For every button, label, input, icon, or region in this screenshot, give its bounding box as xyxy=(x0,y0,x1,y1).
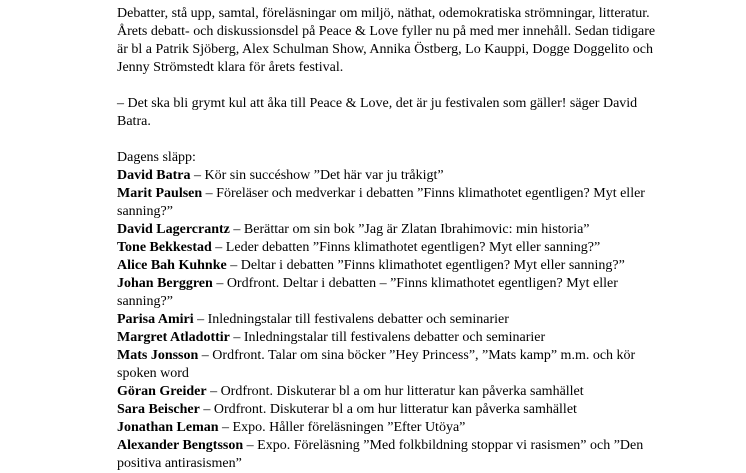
person-description: – Ordfront. Talar om sina böcker ”Hey Princess”, ”Mats kamp” m.m. och kör spoken word xyxy=(117,348,636,381)
release-list xyxy=(117,167,657,473)
person-name: Jonathan Leman xyxy=(117,420,219,435)
list-item xyxy=(117,311,657,329)
person-description: – Ordfront. Deltar i debatten – ”Finns klimathotet egentligen? Myt eller sanning?” xyxy=(117,276,618,309)
person-description: – Inledningstalar till festivalens debatter och seminarier xyxy=(193,312,509,327)
person-description: – Kör sin succéshow ”Det här var ju tråkigt” xyxy=(190,168,444,183)
list-item xyxy=(117,437,657,473)
person-name: Sara Beischer xyxy=(117,402,200,417)
list-item xyxy=(117,383,657,401)
person-name: Alexander Bengtsson xyxy=(117,438,244,453)
person-description: – Föreläser och medverkar i debatten ”Finns klimathotet egentligen? Myt eller sanning?” xyxy=(117,186,645,219)
person-description: – Ordfront. Diskuterar bl a om hur litteratur kan påverka samhället xyxy=(199,402,577,417)
list-item xyxy=(117,239,657,257)
list-item xyxy=(117,257,657,275)
list-item xyxy=(117,275,657,311)
document-page xyxy=(117,5,657,473)
person-name: Mats Jonsson xyxy=(117,348,199,363)
person-description: – Ordfront. Diskuterar bl a om hur litteratur kan påverka samhället xyxy=(206,384,584,399)
person-description: – Expo. Håller föreläsningen ”Efter Utöya” xyxy=(218,420,466,435)
person-name: Parisa Amiri xyxy=(117,312,194,327)
person-name: David Batra xyxy=(117,168,191,183)
person-name: Marit Paulsen xyxy=(117,186,203,201)
person-name: Tone Bekkestad xyxy=(117,240,212,255)
person-description: – Deltar i debatten ”Finns klimathotet egentligen? Myt eller sanning?” xyxy=(226,258,625,273)
person-description: – Leder debatten ”Finns klimathotet egentligen? Myt eller sanning?” xyxy=(211,240,601,255)
list-item xyxy=(117,167,657,185)
person-name: Johan Berggren xyxy=(117,276,213,291)
person-name: Göran Greider xyxy=(117,384,207,399)
list-item xyxy=(117,401,657,419)
list-item xyxy=(117,347,657,383)
person-name: Margret Atladottir xyxy=(117,330,230,345)
list-item xyxy=(117,329,657,347)
paragraph-gap xyxy=(117,77,657,95)
person-name: Alice Bah Kuhnke xyxy=(117,258,227,273)
intro-paragraph: Debatter, stå upp, samtal, föreläsningar om miljö, näthat, odemokratiska strömningar, litteratur. Årets debatt- och diskussionsdel på Peace & Love fyller nu på med mer innehåll. Sedan tidigare är bl a Patrik Sjöberg, Alex Schulman Show, Annika Östberg, Lo Kauppi, Dogge Doggelito och Jenny Strömstedt klara för årets festival. xyxy=(117,6,656,75)
quote-paragraph: – Det ska bli grymt kul att åka till Peace & Love, det är ju festivalen som gäller! säger David Batra. xyxy=(117,96,638,129)
list-item xyxy=(117,185,657,221)
list-item xyxy=(117,419,657,437)
list-item xyxy=(117,221,657,239)
person-description: – Berättar om sin bok ”Jag är Zlatan Ibrahimovic: min historia” xyxy=(229,222,590,237)
list-heading: Dagens släpp: xyxy=(117,150,196,165)
person-description: – Inledningstalar till festivalens debatter och seminarier xyxy=(229,330,546,345)
person-description: – Expo. Föreläsning ”Med folkbildning stoppar vi rasismen” och ”Den positiva antirasismen” xyxy=(117,438,644,471)
paragraph-gap xyxy=(117,131,657,149)
person-name: David Lagercrantz xyxy=(117,222,230,237)
